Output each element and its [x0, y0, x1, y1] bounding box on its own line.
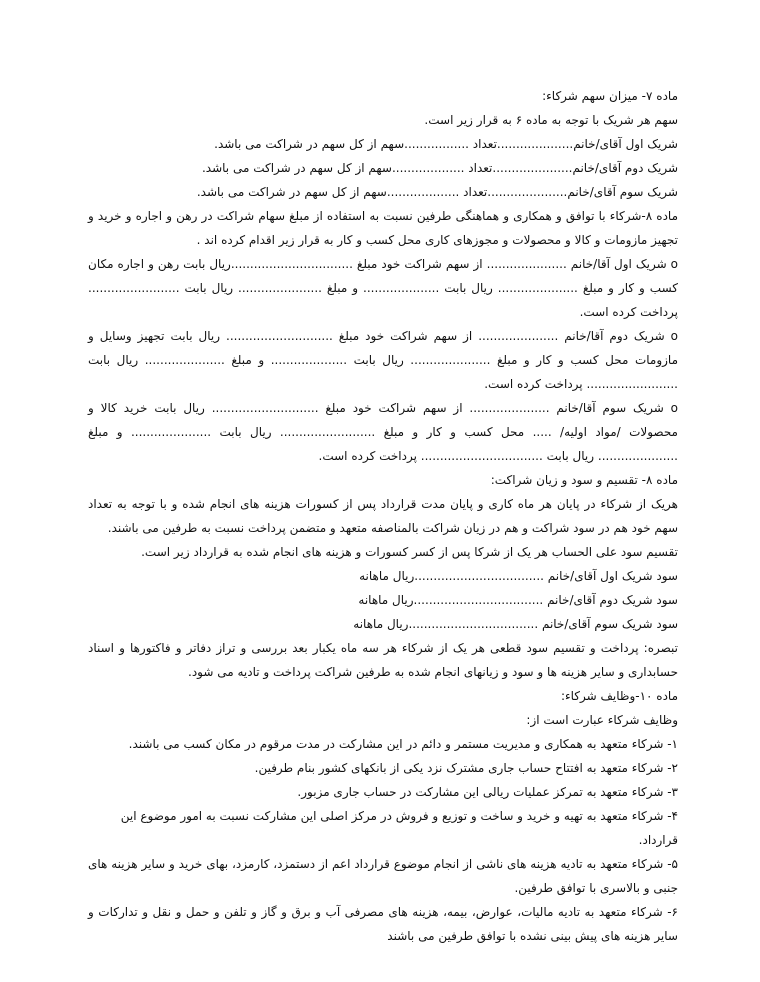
article-8-profit-body: هریک از شرکاء در پایان هر ماه کاری و پایان مدت قرارداد پس از کسورات هزینه های انجام شده و با توجه به تعداد سهم خود هم در سود شراکت و هم در زیان شراکت بالمناصفه متعهد و متضمن پرداخت نسبت به طرفین می باشند.	[88, 497, 678, 535]
profit-note: تبصره: پرداخت و تقسیم سود قطعی هر یک از شرکاء هر سه ماه یکبار بعد بررسی و تراز دفاتر و فاکتورها و اسناد حسابداری و سایر هزینه ها و سود و زیانهای انجام شده به طرفین شراکت پرداخت و تادیه می شود.	[88, 641, 678, 679]
duty-item: ۳- شرکاء متعهد به تمرکز عملیات ریالی این مشارکت در حساب جاری مزبور.	[297, 785, 678, 799]
article-8-capital-use: ماده ۸-شرکاء با توافق و همکاری و هماهنگی طرفین نسبت به استفاده از مبلغ سهام شراکت در رهن و اجاره و خرید و تجهیز مازومات و کالا و محصولات و مجوزهای کاری محل کسب و کار به قرار زیر اقدام کرده اند .	[88, 209, 678, 247]
article-7-intro: سهم هر شریک با توجه به ماده ۶ به قرار زیر است.	[424, 113, 678, 127]
partner-share-line: شریک اول آقای/خانم....................تعداد .................سهم از کل سهم در شراکت می باشد.	[214, 137, 678, 151]
article-10-intro: وظایف شرکاء عبارت است از:	[526, 713, 678, 727]
article-8-profit-heading: ماده ۸- تقسیم و سود و زیان شراکت:	[490, 473, 678, 487]
duty-item: ۶- شرکاء متعهد به تادیه مالیات، عوارض، بیمه، هزینه های مصرفی آب و برق و گاز و تلفن و حمل و نقل و تدارکات و سایر هزینه های پیش بینی نشده با توافق طرفین می باشند	[88, 905, 678, 943]
partner-profit-line: سود شریک سوم آقای/خانم ..................................ریال ماهانه	[353, 617, 678, 631]
partner-share-line: شریک سوم آقای/خانم.....................تعداد ...................سهم از کل سهم در شراکت می باشد.	[196, 185, 678, 199]
partner-profit-line: سود شریک دوم آقای/خانم ..................................ریال ماهانه	[358, 593, 678, 607]
duty-item: ۴- شرکاء متعهد به تهیه و خرید و ساخت و توزیع و فروش در مرکز اصلی این مشارکت نسبت به امور موضوع این قرارداد.	[120, 809, 678, 847]
article-7-heading: ماده ۷- میزان سهم شرکاء:	[542, 89, 678, 103]
duty-item: ۱- شرکاء متعهد به همکاری و مدیریت مستمر و دائم در این مشارکت در مدت مرقوم در مکان کسب می باشند.	[128, 737, 678, 751]
duty-item: ۲- شرکاء متعهد به افتتاح حساب جاری مشترک نزد یکی از بانکهای کشور بنام طرفین.	[254, 761, 678, 775]
partner-payment-item: o شریک سوم آقا/خانم ..................... از سهم شراکت خود مبلغ ............................ ریال بابت خرید کالا و محصولات /مواد اولیه/ ..... محل کسب و کار و مبلغ ......................... ریال بابت ..................... و مبلغ ..................... ریال بابت ................................ پرداخت کرده است.	[88, 401, 678, 463]
partner-payment-item: o شریک دوم آقا/خانم ..................... از سهم شراکت خود مبلغ ............................ ریال بابت تجهیز وسایل و مازومات محل کسب و کار و مبلغ ..................... ریال بابت .................... و مبلغ ..................... ریال بابت ........................ پرداخت کرده است.	[88, 329, 678, 391]
article-10-heading: ماده ۱۰-وظایف شرکاء:	[560, 689, 678, 703]
profit-division-intro: تقسیم سود علی الحساب هر یک از شرکا پس از کسر کسورات و هزینه های انجام شده به قرارداد زیر است.	[141, 545, 678, 559]
partner-payment-item: o شریک اول آقا/خانم ..................... از سهم شراکت خود مبلغ ................................ریال بابت رهن و اجاره مکان کسب و کار و مبلغ ..................... ریال بابت .................... و مبلغ ...................... ریال بابت ........................ پرداخت کرده است.	[88, 257, 678, 319]
contract-document	[88, 84, 678, 948]
partner-profit-line: سود شریک اول آقای/خانم ..................................ریال ماهانه	[359, 569, 678, 583]
duty-item: ۵- شرکاء متعهد به تادیه هزینه های ناشی از انجام موضوع قرارداد اعم از دستمزد، کارمزد، بهای خرید و سایر هزینه های جنبی و بالاسری با توافق طرفین.	[88, 857, 678, 895]
partner-share-line: شریک دوم آقای/خانم.....................تعداد ...................سهم از کل سهم در شراکت می باشد.	[201, 161, 678, 175]
